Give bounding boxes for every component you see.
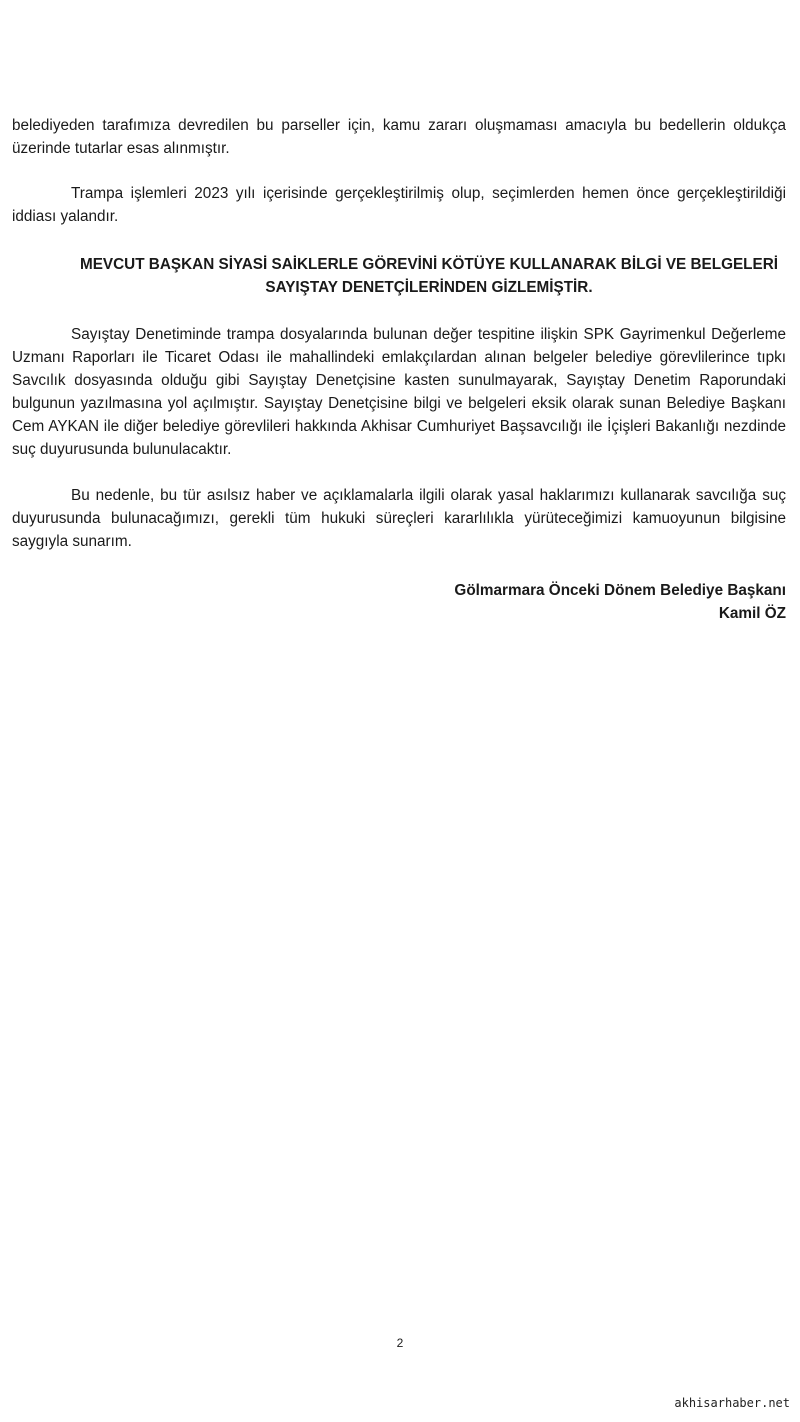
- signature-block: [12, 579, 786, 625]
- signature-title: Gölmarmara Önceki Dönem Belediye Başkanı: [454, 582, 786, 599]
- signature-name: Kamil ÖZ: [718, 605, 786, 622]
- site-watermark: akhisarhaber.net: [674, 1396, 790, 1410]
- section-heading: [12, 253, 786, 299]
- paragraph-trade-dates: Trampa işlemleri 2023 yılı içerisinde gerçekleştirilmiş olup, seçimlerden hemen önce gerçekleştirildiği iddiası yalandır.: [12, 185, 786, 225]
- heading-line-2: SAYIŞTAY DENETÇİLERİNDEN GİZLEMİŞTİR.: [265, 279, 593, 296]
- document-page: [12, 110, 786, 625]
- paragraph-parcels: belediyeden tarafımıza devredilen bu parseller için, kamu zararı oluşmaması amacıyla bu bedellerin oldukça üzerinde tutarlar esas alınmıştır.: [12, 117, 786, 157]
- page-number: 2: [396, 1336, 404, 1350]
- paragraph-conclusion: Bu nedenle, bu tür asılsız haber ve açıklamalarla ilgili olarak yasal haklarımızı kullanarak savcılığa suç duyurusunda bulunacağımızı, gerekli tüm hukuki süreçleri kararlılıkla yürüteceğimizi kamuoyunun bilgisine saygıyla sunarım.: [12, 487, 786, 550]
- heading-line-1: MEVCUT BAŞKAN SİYASİ SAİKLERLE GÖREVİNİ KÖTÜYE KULLANARAK BİLGİ VE BELGELERİ: [79, 256, 779, 273]
- paragraph-audit: Sayıştay Denetiminde trampa dosyalarında bulunan değer tespitine ilişkin SPK Gayrimenkul Değerleme Uzmanı Raporları ile Ticaret Odası ile mahallindeki emlakçılardan alınan belgeler belediye görevlilerince tıpkı Savcılık dosyasında olduğu gibi Sayıştay Denetçisine kasten sunulmayarak, Sayıştay Denetim Raporundaki bulgunun yazılmasına yol açılmıştır. Sayıştay Denetçisine bilgi ve belgeleri eksik olarak sunan Belediye Başkanı Cem AYKAN ile diğer belediye görevlileri hakkında Akhisar Cumhuriyet Başsavcılığı ile İçişleri Bakanlığı nezdinde suç duyurusunda bulunulacaktır.: [12, 326, 786, 458]
